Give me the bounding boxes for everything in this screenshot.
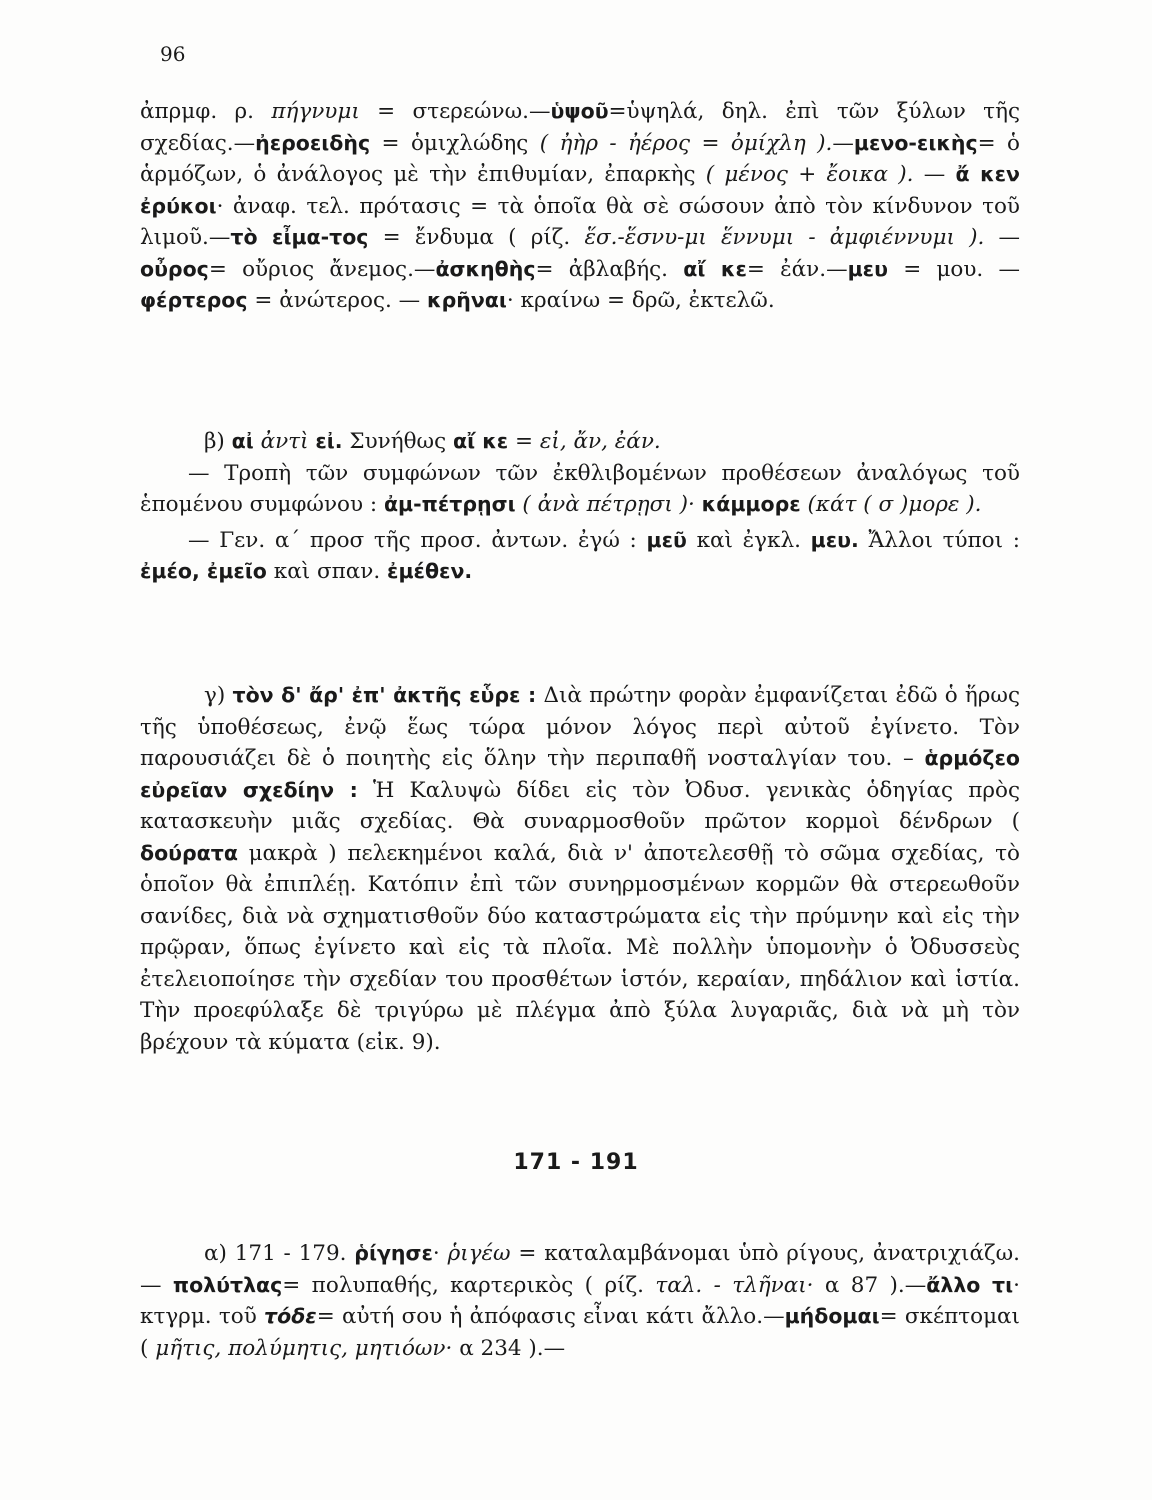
text-run: γ) [204, 683, 226, 708]
bold-term: ἄλλο τι [926, 1272, 1014, 1297]
bold-term: μήδομαι [784, 1304, 880, 1328]
italic-term: = εἰ, ἄν, ἐάν. [515, 429, 661, 454]
italic-term: πήγνυμι [271, 99, 360, 124]
text-run: = σκέπτομαι ( [140, 1304, 1020, 1361]
text-run: · [432, 1241, 440, 1266]
text-run: = πολυπαθής, καρτερικὸς ( ρίζ. [282, 1272, 644, 1298]
bold-term: ἐμέο, ἐμεῖο [140, 559, 267, 583]
bold-term: τὸν δ' ἄρ' ἐπ' ἀκτῆς εὗρε : [232, 683, 537, 707]
section-heading-range: 171 - 191 [513, 1150, 639, 1175]
text-run: — [923, 162, 946, 187]
bold-term: ἠεροειδὴς [255, 130, 371, 155]
text-run: β) [204, 429, 225, 454]
text-run: = μου. — [903, 256, 1021, 282]
text-run: = ἀνώτερος. — [254, 288, 421, 313]
bold-term: εἰ. [315, 429, 343, 453]
text-run: = αὐτή σου ἡ ἀπόφασις εἶναι κάτι ἄλλο.— [316, 1304, 785, 1329]
bold-italic-term: τόδε [264, 1304, 317, 1328]
bold-term: ἐμέθεν. [387, 559, 473, 583]
italic-term: ( ἀνὰ πέτρῃσι )· [522, 492, 695, 517]
bold-term: ῥίγησε [354, 1241, 433, 1265]
text-run: Ἄλλοι τύποι : [868, 527, 1020, 553]
text-run: — Γεν. α΄ προσ τῆς προσ. ἀντων. ἐγώ : [188, 527, 637, 553]
bold-term: τὸ εἶμα-τος [230, 225, 369, 249]
bold-term: δούρατα [140, 840, 238, 865]
bold-term: φέρτερος [140, 288, 248, 312]
bold-term: ὑψοῦ [550, 99, 609, 123]
italic-term: ἕσ.-ἕσνυ-μι ἕννυμι - ἀμφιέννυμι ). [584, 225, 985, 250]
beta-paragraph-1 [140, 426, 1020, 458]
text-run: · κτγρμ. τοῦ [140, 1272, 1020, 1329]
section-beta [140, 426, 1020, 588]
section-gamma [140, 680, 1020, 1058]
bold-term: μευ. [810, 527, 859, 552]
italic-term: ( μένος + ἔοικα ). [705, 162, 914, 187]
text-run: =ὑψηλά, δηλ. ἐπὶ τῶν ξύλων τῆς σχεδίας.— [140, 99, 1020, 156]
text-run: — [998, 225, 1020, 250]
bold-term: οὖρος [140, 256, 209, 281]
bold-term: μευ [847, 256, 888, 281]
text-run: = ἐάν.— [746, 256, 848, 282]
text-run: = στερεώνω.— [377, 99, 551, 124]
glossary-paragraph-a [140, 96, 1020, 317]
text-run: ἀπρμφ. ρ. [140, 99, 254, 124]
bold-term: μενο-εικὴς [853, 130, 978, 155]
text-run: α 87 ).— [824, 1272, 927, 1298]
text-run: = ὁμιχλώδης [381, 130, 529, 156]
text-run: Συνήθως [349, 429, 447, 454]
text-run: Διὰ πρώτην φορὰν ἐμφανίζεται ἐδῶ ὁ ἥρως τῆς ὑποθέσεως, ἐνῷ ἕως τώρα μόνον λόγος περὶ αὐτοῦ ἐγίνετο. Τὸν παρουσιάζει δὲ ὁ ποιητὴς εἰς ὅλην τὴν περιπαθῆ νοσταλγίαν του. – [140, 683, 1021, 771]
bold-term: πολύτλας [172, 1272, 283, 1297]
italic-term: ταλ. - τλῆναι· [655, 1272, 814, 1298]
bold-term: ἄ κεν ἐρύκοι [140, 162, 1021, 218]
beta-paragraph-3 [140, 525, 1020, 588]
bold-term: αἴ κε [452, 429, 509, 453]
text-run: — [832, 130, 854, 156]
bold-term: αἴ κε [683, 256, 747, 281]
text-run: — Τροπὴ τῶν συμφώνων τῶν ἐκθλιβομένων προθέσεων ἀναλόγως τοῦ ἑπομένου συμφώνου : [140, 460, 1020, 517]
verses-paragraph [140, 1238, 1020, 1364]
bold-term: ἁρμόζεο εὐρεῖαν σχεδίην : [140, 746, 1021, 802]
text-run: = ἔνδυμα ( ρίζ. [382, 225, 571, 250]
page-number: 96 [160, 42, 186, 66]
text-run: Ἡ Καλυψὼ δίδει εἰς τὸν Ὀδυσ. γενικὰς ὁδηγίας πρὸς κατασκευὴν μιᾶς σχεδίας. Θὰ συναρμοσθοῦν πρῶτον κορμοὶ δένδρων ( [140, 777, 1020, 834]
italic-term: ἀντὶ [260, 429, 309, 454]
text-run: · ἀναφ. τελ. πρότασις = τὰ ὁποῖα θὰ σὲ σώσουν ἀπὸ τὸν κίνδυνον τοῦ λιμοῦ.— [140, 193, 1020, 250]
bold-term: ἀσκηθὴς [435, 256, 536, 281]
bold-term: αἰ [231, 429, 254, 453]
beta-paragraph-2 [140, 458, 1020, 521]
italic-term: ( ἠὴρ - ἠέρος = ὀμίχλη ). [539, 130, 833, 156]
italic-term: (κάτ ( σ )μορε ). [807, 492, 982, 517]
section-verses-171-179 [140, 1238, 1020, 1364]
text-run: καὶ σπαν. [273, 559, 381, 584]
text-run: · κραίνω = δρῶ, ἐκτελῶ. [506, 288, 775, 313]
italic-term: ῥιγέω [447, 1241, 511, 1266]
text-run: = ὁ ἁρμόζων, ὁ ἀνάλογος μὲ τὴν ἐπιθυμίαν, ἐπαρκὴς [140, 130, 1020, 187]
text-run: καὶ ἐγκλ. [696, 527, 801, 553]
text-run: μακρὰ ) πελεκημένοι καλά, διὰ ν' ἀποτελεσθῇ τὸ σῶμα σχεδίας, τὸ ὁποῖον θὰ ἐπιπλέῃ. Κατόπιν ἐπὶ τῶν συνηρμοσμένων κορμῶν θὰ στερεωθοῦν σανίδες, διὰ νὰ σχηματισθοῦν δύο καταστρώματα εἰς τὴν πρύμνην καὶ εἰς τὴν πρῷραν, ὅπως ἐγίνετο καὶ εἰς τὰ πλοῖα. Μὲ πολλὴν ὑπομονὴν ὁ Ὀδυσσεὺς ἐτελειοποίησε τὴν σχεδίαν του προσθέτων ἱστόν, κεραίαν, πηδάλιον καὶ ἱστία. Τὴν προεφύλαξε δὲ τριγύρω μὲ πλέγμα ἀπὸ ξύλα λυγαριᾶς, διὰ νὰ μὴ τὸν βρέχουν τὰ κύματα (εἰκ. 9). [140, 840, 1020, 1055]
bold-term: κάμμορε [701, 492, 801, 516]
bold-term: μεῦ [646, 527, 687, 552]
text-run: α) 171 - 179. [204, 1241, 347, 1266]
bold-term: κρῆναι [427, 288, 507, 312]
text-run: = οὔριος ἄνεμος.— [208, 256, 436, 282]
text-run: = καταλαμβάνομαι ὑπὸ ρίγους, ἀνατριχιάζω. — [140, 1241, 1020, 1298]
text-run: α 234 ).— [459, 1335, 566, 1361]
italic-term: μῆτις, πολύμητις, μητιόων· [155, 1335, 453, 1361]
bold-term: ἀμ-πέτρῃσι [383, 492, 516, 516]
gamma-paragraph [140, 680, 1020, 1058]
text-run: = ἀβλαβής. [535, 256, 669, 282]
